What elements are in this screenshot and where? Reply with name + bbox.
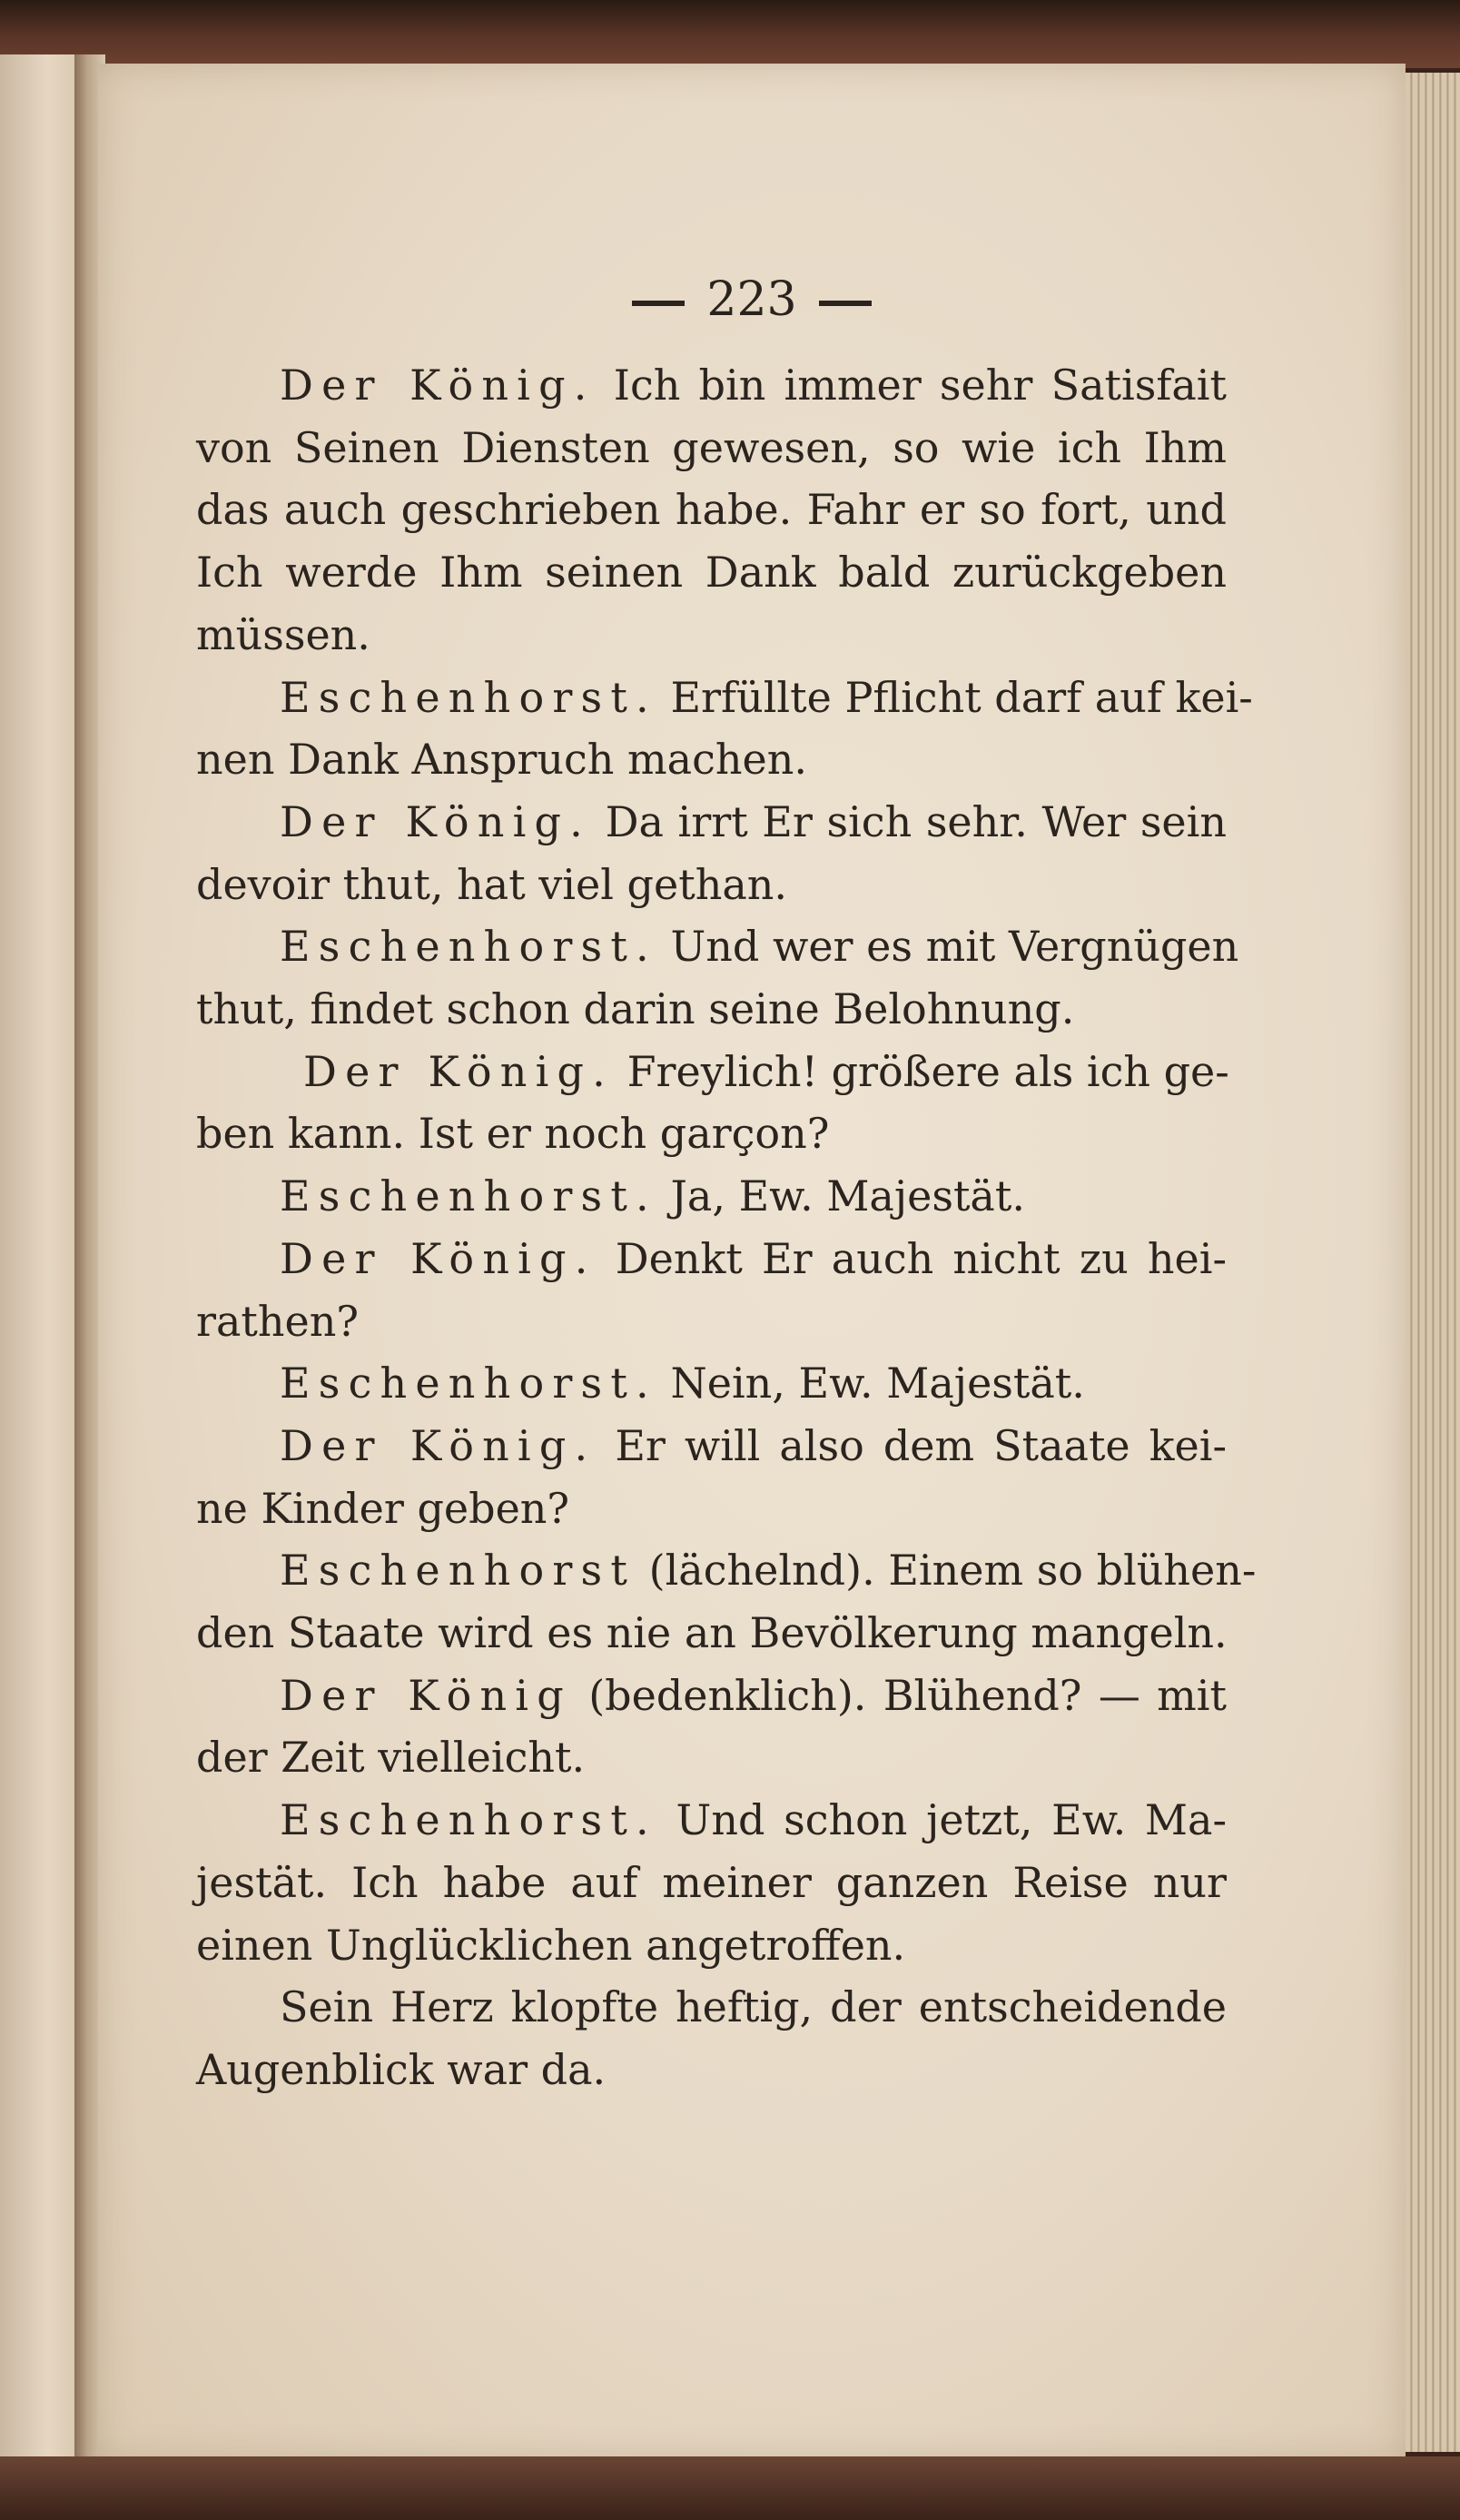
- text-line: [196, 541, 1227, 604]
- left-page-edge: [0, 54, 80, 2470]
- speaker-name: Der König.: [280, 1420, 597, 1470]
- text-line: [196, 1726, 1227, 1789]
- line-text: rathen?: [196, 1296, 360, 1346]
- speaker-name: Der König: [280, 1670, 572, 1720]
- text-line: [196, 1539, 1257, 1602]
- line-text: Und schon jetzt, Ew. Ma-: [656, 1795, 1227, 1845]
- line-text: Erfüllte Pflicht darf auf kei-: [656, 672, 1253, 722]
- line-text: thut, findet schon darin seine Belohnung.: [196, 984, 1075, 1034]
- line-text: ne Kinder geben?: [196, 1483, 570, 1533]
- text-line: [196, 915, 1239, 978]
- speaker-name: Der König.: [280, 1233, 597, 1283]
- line-text: Und wer es mit Vergnügen: [656, 922, 1239, 972]
- text-line: [196, 1290, 1227, 1353]
- book-bottom-edge: [0, 2456, 1460, 2520]
- text-line: [196, 479, 1227, 541]
- text-line: [196, 354, 1227, 417]
- line-text: Nein, Ew. Majestät.: [656, 1359, 1085, 1408]
- line-text: den Staate wird es nie an Bevölkerung mangeln.: [196, 1608, 1228, 1658]
- text-line: [196, 1228, 1227, 1290]
- speaker-name: Eschenhorst.: [280, 1795, 657, 1845]
- line-text: Augenblick war da.: [196, 2044, 607, 2094]
- text-line: [196, 1165, 1227, 1228]
- line-text: Ich bin immer sehr Satisfait: [595, 361, 1227, 410]
- line-text: (bedenklich). Blühend? — mit: [571, 1670, 1227, 1720]
- text-line: [196, 1665, 1227, 1727]
- line-text: (lächelnd). Einem so blühen-: [636, 1546, 1257, 1596]
- speaker-name: Eschenhorst.: [280, 1171, 657, 1221]
- text-line: [196, 1602, 1227, 1665]
- text-line: [196, 417, 1227, 479]
- text-line: [196, 728, 1227, 791]
- text-line: [196, 1789, 1227, 1852]
- line-text: devoir thut, hat viel gethan.: [196, 859, 788, 909]
- line-text: Er will also dem Staate kei-: [596, 1420, 1227, 1470]
- speaker-name: Eschenhorst.: [280, 1359, 657, 1408]
- line-text: das auch geschrieben habe. Fahr er so fort, und: [196, 485, 1227, 535]
- text-line: [196, 1914, 1227, 1977]
- page-text: [196, 354, 1257, 2101]
- page-number: 223: [706, 272, 797, 327]
- dash-right: [819, 301, 872, 306]
- text-line: [196, 1352, 1227, 1415]
- line-text: müssen.: [196, 609, 370, 659]
- line-text: ben kann. Ist er noch garçon?: [196, 1109, 830, 1159]
- dash-left: [632, 301, 685, 306]
- text-line: [196, 1041, 1227, 1103]
- text-line: [196, 604, 1227, 667]
- speaker-name: Eschenhorst.: [280, 922, 657, 972]
- text-line: [196, 791, 1227, 854]
- line-text: Da irrt Er sich sehr. Wer sein: [590, 796, 1227, 846]
- speaker-name: Eschenhorst: [280, 1546, 636, 1596]
- text-line: [196, 667, 1253, 729]
- line-text: nen Dank Anspruch machen.: [196, 735, 807, 785]
- text-line: [196, 1477, 1227, 1540]
- text-line: [196, 2039, 1227, 2101]
- text-line: [196, 978, 1227, 1041]
- line-text: Ja, Ew. Majestät.: [656, 1171, 1025, 1221]
- speaker-name: Eschenhorst.: [280, 672, 657, 722]
- speaker-name: Der König.: [280, 361, 596, 410]
- text-line: [196, 1415, 1227, 1477]
- line-text: Ich werde Ihm seinen Dank bald zurückgeben: [196, 548, 1227, 598]
- text-line: [196, 854, 1227, 916]
- book-spine-top: [0, 0, 1460, 68]
- speaker-name: Der König.: [303, 1046, 614, 1096]
- line-text: Sein Herz klopfte heftig, der entscheidende: [280, 1982, 1227, 2032]
- line-text: der Zeit vielleicht.: [196, 1733, 586, 1783]
- line-text: jestät. Ich habe auf meiner ganzen Reise nur: [196, 1857, 1227, 1907]
- text-line: [196, 1852, 1227, 1914]
- line-text: Denkt Er auch nicht zu hei-: [596, 1233, 1227, 1283]
- line-text: Freylich! größere als ich ge-: [613, 1046, 1229, 1096]
- line-text: einen Unglücklichen angetroffen.: [196, 1920, 906, 1970]
- page-edges: [1406, 73, 1460, 2452]
- page-header: [98, 271, 1406, 329]
- speaker-name: Der König.: [280, 796, 591, 846]
- text-line: [196, 1976, 1227, 2039]
- line-text: von Seinen Diensten gewesen, so wie ich Ihm: [196, 422, 1227, 472]
- text-line: [196, 1102, 1227, 1165]
